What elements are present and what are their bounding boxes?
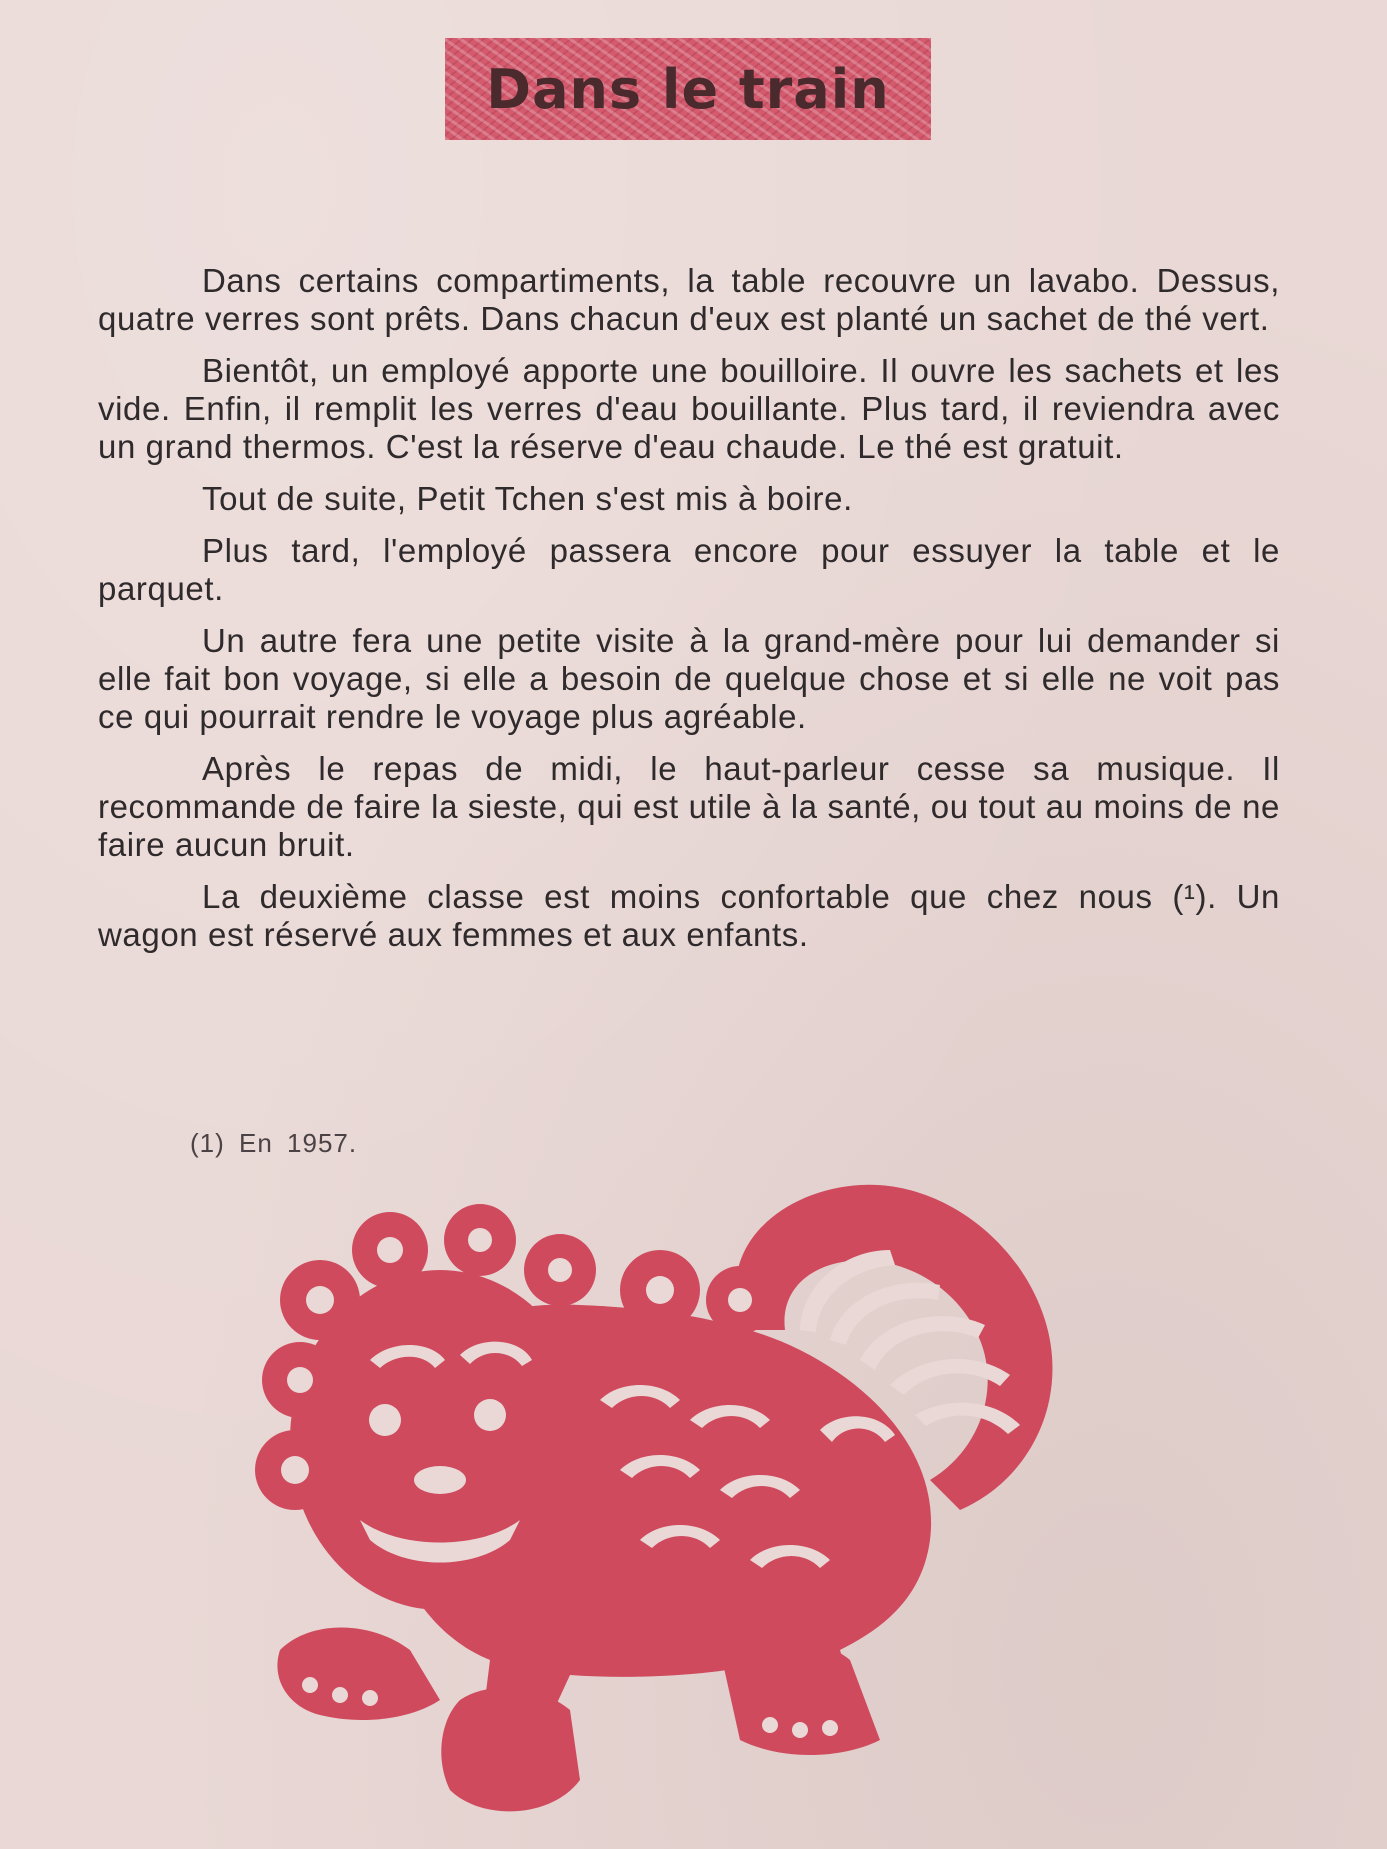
- page-title: Dans le train: [486, 57, 890, 121]
- paragraph: La deuxième classe est moins confortable que chez nous (¹). Un wagon est réservé aux femmes et aux enfants.: [98, 878, 1280, 953]
- paragraph: Un autre fera une petite visite à la grand-mère pour lui demander si elle fait bon voyage, si elle a besoin de quelque chose et si elle ne voit pas ce qui pourrait rendre le voyage plus agréable.: [98, 622, 1280, 735]
- body-text: [98, 262, 1280, 968]
- paragraph: Plus tard, l'employé passera encore pour essuyer la table et le parquet.: [98, 532, 1280, 607]
- red-paper-cut-lion-icon: [240, 1180, 1120, 1849]
- paragraph: Dans certains compartiments, la table recouvre un lavabo. Dessus, quatre verres sont prêts. Dans chacun d'eux est planté un sachet de thé vert.: [98, 262, 1280, 337]
- title-banner: [445, 38, 931, 140]
- paragraph: Tout de suite, Petit Tchen s'est mis à boire.: [202, 480, 853, 517]
- paragraph: Bientôt, un employé apporte une bouilloire. Il ouvre les sachets et les vide. Enfin, il remplit les verres d'eau bouillante. Plus tard, il reviendra avec un grand thermos. C'est la réserve d'eau chaude. Le thé est gratuit.: [98, 352, 1280, 465]
- footnote: (1) En 1957.: [190, 1128, 358, 1158]
- paragraph: Après le repas de midi, le haut-parleur cesse sa musique. Il recommande de faire la sieste, qui est utile à la santé, ou tout au moins de ne faire aucun bruit.: [98, 750, 1280, 863]
